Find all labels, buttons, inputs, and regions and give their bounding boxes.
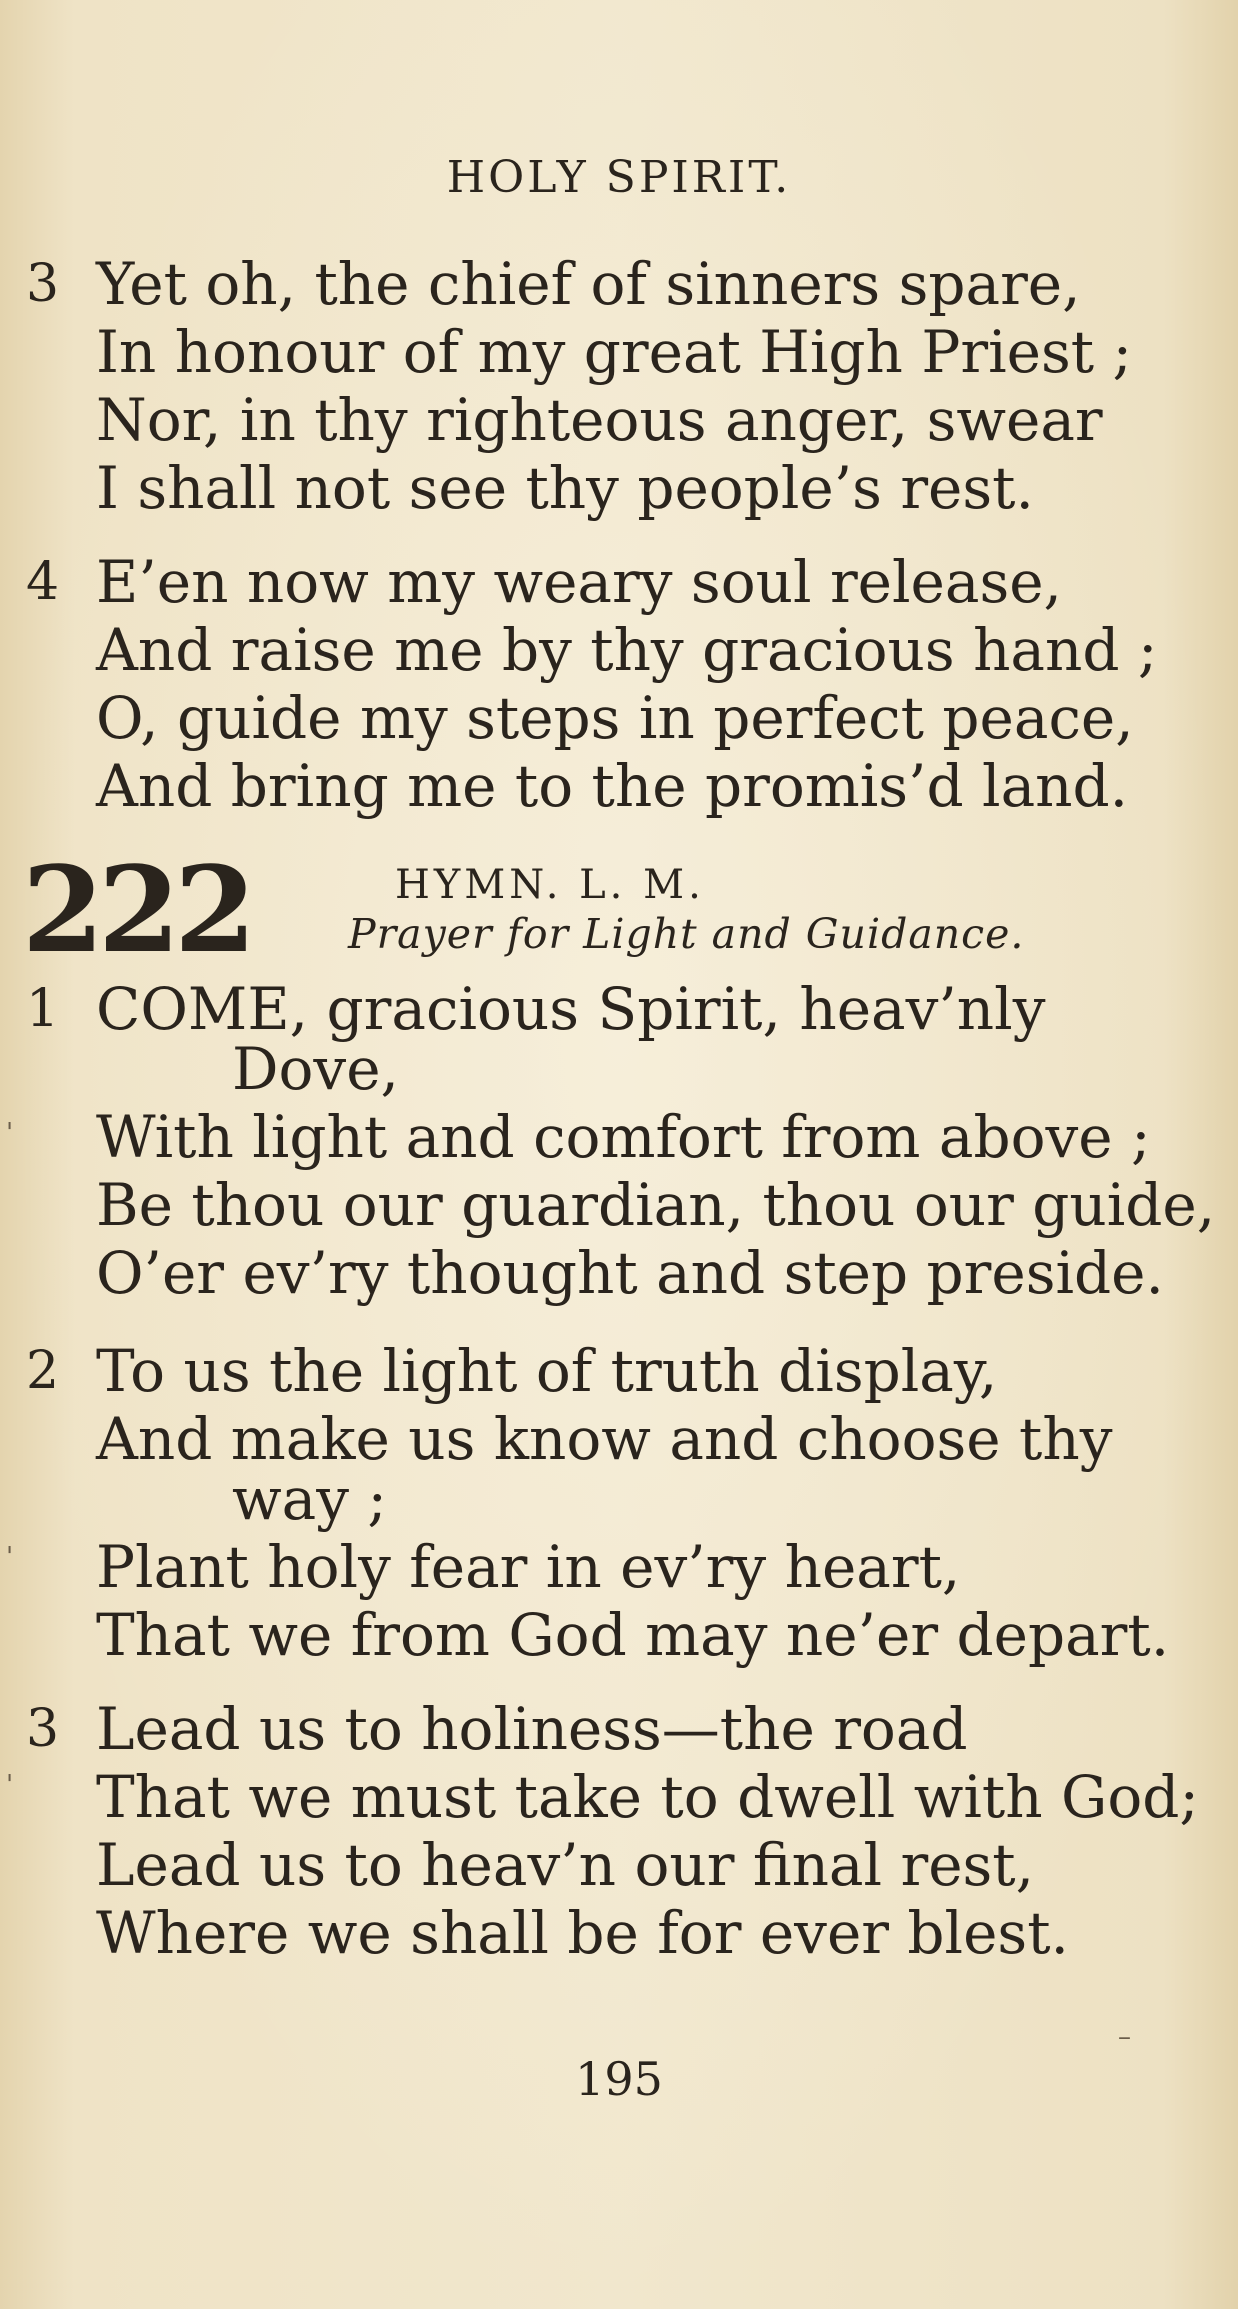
verse-line: In honour of my great High Priest ;	[96, 318, 1133, 386]
hymn-meter: HYMN. L. M.	[395, 862, 705, 908]
verse-line: E’en now my weary soul release,	[96, 548, 1062, 616]
page-number: 195	[575, 2052, 663, 2106]
verse-line: Lead us to holiness—the road	[96, 1695, 968, 1763]
verse-line: Yet oh, the chief of sinners spare,	[96, 250, 1081, 318]
verse-number: 2	[26, 1341, 60, 1401]
verse-line: I shall not see thy people’s rest.	[96, 454, 1034, 522]
verse-line: That we from God may ne’er depart.	[96, 1601, 1170, 1669]
hymn-subtitle: Prayer for Light and Guidance.	[348, 910, 1025, 958]
print-speck: '	[6, 1770, 14, 1800]
verse-turnover-line: Dove,	[232, 1035, 399, 1103]
verse-line: Plant holy fear in ev’ry heart,	[96, 1533, 961, 1601]
verse-line: O’er ev’ry thought and step preside.	[96, 1239, 1164, 1307]
verse-turnover-line: way ;	[232, 1465, 387, 1533]
verse-number: 3	[26, 254, 60, 314]
verse-number: 1	[26, 979, 60, 1039]
verse-line: COME, gracious Spirit, heav’nly	[96, 975, 1046, 1043]
verse-line: Lead us to heav’n our final rest,	[96, 1831, 1035, 1899]
verse-line: Where we shall be for ever blest.	[96, 1899, 1069, 1967]
print-speck: '	[6, 1118, 14, 1148]
verse-line: And make us know and choose thy	[96, 1405, 1113, 1473]
verse-number: 3	[26, 1699, 60, 1759]
verse-line: Be thou our guardian, thou our guide,	[96, 1171, 1216, 1239]
verse-line: O, guide my steps in perfect peace,	[96, 684, 1134, 752]
verse-number: 4	[26, 552, 60, 612]
print-speck: –	[1118, 2022, 1131, 2052]
verse-line: Nor, in thy righteous anger, swear	[96, 386, 1103, 454]
hymn-number: 222	[22, 840, 251, 979]
verse-line: With light and comfort from above ;	[96, 1103, 1151, 1171]
print-speck: '	[6, 1542, 14, 1572]
verse-line: And bring me to the promis’d land.	[96, 752, 1129, 820]
verse-line: And raise me by thy gracious hand ;	[96, 616, 1158, 684]
verse-line: That we must take to dwell with God;	[96, 1763, 1199, 1831]
running-head: HOLY SPIRIT.	[446, 152, 792, 203]
verse-line: To us the light of truth display,	[96, 1337, 998, 1405]
